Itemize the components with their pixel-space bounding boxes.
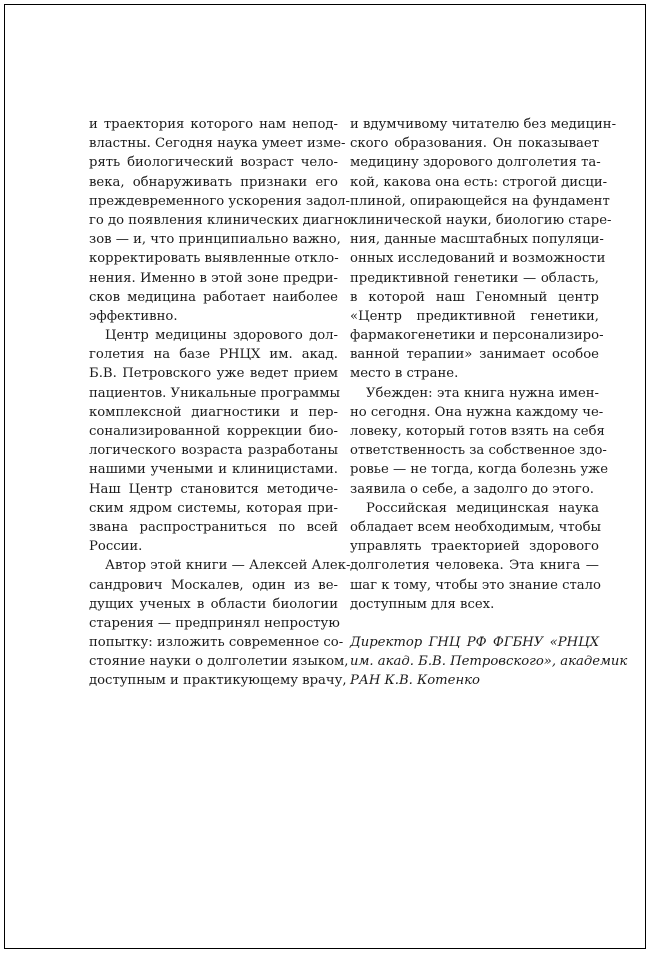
signature-line: РАН К.В. Котенко	[350, 673, 480, 689]
text-line: эффективно.	[89, 308, 178, 324]
text-line: ния, данные масштабных популяци-	[350, 232, 604, 248]
text-line: ванной терапии» занимает особое	[350, 347, 599, 363]
left-column	[89, 115, 356, 691]
text-line: шаг к тому, чтобы это знание стало	[350, 577, 601, 593]
text-line: сандрович Москалев, один из ве-	[89, 577, 338, 593]
text-line: в которой наш Геномный центр	[350, 289, 599, 305]
text-line: обладает всем необходимым, чтобы	[350, 519, 602, 535]
text-line: ловеку, который готов взять на себя	[350, 424, 605, 439]
signature-line: им. акад. Б.В. Петровского», академик	[350, 654, 628, 670]
text-line: Б.В. Петровского уже ведет прием	[89, 366, 338, 382]
text-line: доступным для всех.	[350, 596, 495, 612]
text-line: заявила о себе, а задолго до этого.	[350, 481, 594, 497]
text-line: кой, какова она есть: строгой дисци-	[350, 174, 608, 190]
text-line: онных исследований и возможности	[350, 251, 606, 267]
text-line: нения. Именно в этой зоне предри-	[89, 270, 338, 286]
text-line: и траектория которого нам непод-	[89, 117, 338, 132]
text-line: Наш Центр становится методиче-	[89, 481, 338, 497]
text-line: пациентов. Уникальные программы	[89, 385, 341, 401]
text-line: го до появления клинических диагно-	[89, 212, 356, 228]
paragraph	[350, 115, 617, 384]
text-line: Центр медицины здорового дол-	[105, 328, 338, 344]
book-page	[4, 4, 646, 949]
text-line: Российская медицинская наука	[366, 500, 599, 516]
text-line: клинической науки, биологию старе-	[350, 212, 612, 228]
text-line: века, обнаруживать признаки его	[89, 174, 338, 190]
text-line: нашими учеными и клиницистами.	[89, 462, 338, 478]
text-line: ровье — не тогда, когда болезнь уже	[350, 462, 609, 478]
text-line: ответственность за собственное здо-	[350, 443, 607, 459]
text-line: стояние науки о долголетии языком,	[89, 654, 349, 670]
text-line: комплексной диагностики и пер-	[89, 404, 338, 420]
text-line: зов — и, что принципиально важно,	[89, 232, 341, 248]
text-line: «Центр предиктивной генетики,	[350, 308, 599, 324]
text-line: звана распространиться по всей	[89, 519, 338, 535]
text-line: старения — предпринял непростую	[89, 615, 340, 631]
text-line: фармакогенетики и персонализиро-	[350, 328, 604, 344]
signature-line: Директор ГНЦ РФ ФГБНУ «РНЦХ	[350, 635, 599, 651]
text-line: управлять траекторией здорового	[350, 539, 599, 555]
text-line: сонализированной коррекции био-	[89, 424, 338, 439]
text-line: преждевременного ускорения задол-	[89, 193, 350, 209]
text-line: голетия на базе РНЦХ им. акад.	[89, 347, 338, 363]
text-line: Убежден: эта книга нужна имен-	[366, 385, 599, 401]
text-line: ским ядром системы, которая при-	[89, 500, 338, 516]
text-line: но сегодня. Она нужна каждому че-	[350, 404, 604, 420]
text-line: место в стране.	[350, 366, 459, 382]
text-line: долголетия человека. Эта книга —	[350, 558, 599, 574]
paragraph	[89, 115, 356, 326]
text-line: попытку: изложить современное со-	[89, 635, 344, 651]
paragraph	[89, 326, 341, 556]
text-line: предиктивной генетики — область,	[350, 270, 599, 286]
text-line: Автор этой книги — Алексей Алек-	[105, 558, 351, 574]
text-line: властны. Сегодня наука умеет изме-	[89, 136, 346, 152]
paragraph	[350, 499, 602, 614]
text-line: дущих ученых в области биологии	[89, 596, 338, 612]
paragraph	[89, 556, 351, 690]
text-line: плиной, опирающейся на фундамент	[350, 193, 610, 209]
text-line: России.	[89, 539, 143, 555]
paragraph	[350, 384, 609, 499]
right-column	[350, 115, 628, 691]
text-line: доступным и практикующему врачу,	[89, 673, 347, 689]
text-line: ского образования. Он показывает	[350, 136, 599, 152]
text-line: логического возраста разработаны	[89, 443, 338, 459]
text-line: рять биологический возраст чело-	[89, 155, 338, 171]
signature	[350, 633, 628, 691]
text-line: и вдумчивому читателю без медицин-	[350, 117, 617, 132]
text-line: корректировать выявленные откло-	[89, 251, 339, 267]
text-line: сков медицина работает наиболее	[89, 289, 338, 305]
text-line: медицину здорового долголетия та-	[350, 155, 601, 171]
